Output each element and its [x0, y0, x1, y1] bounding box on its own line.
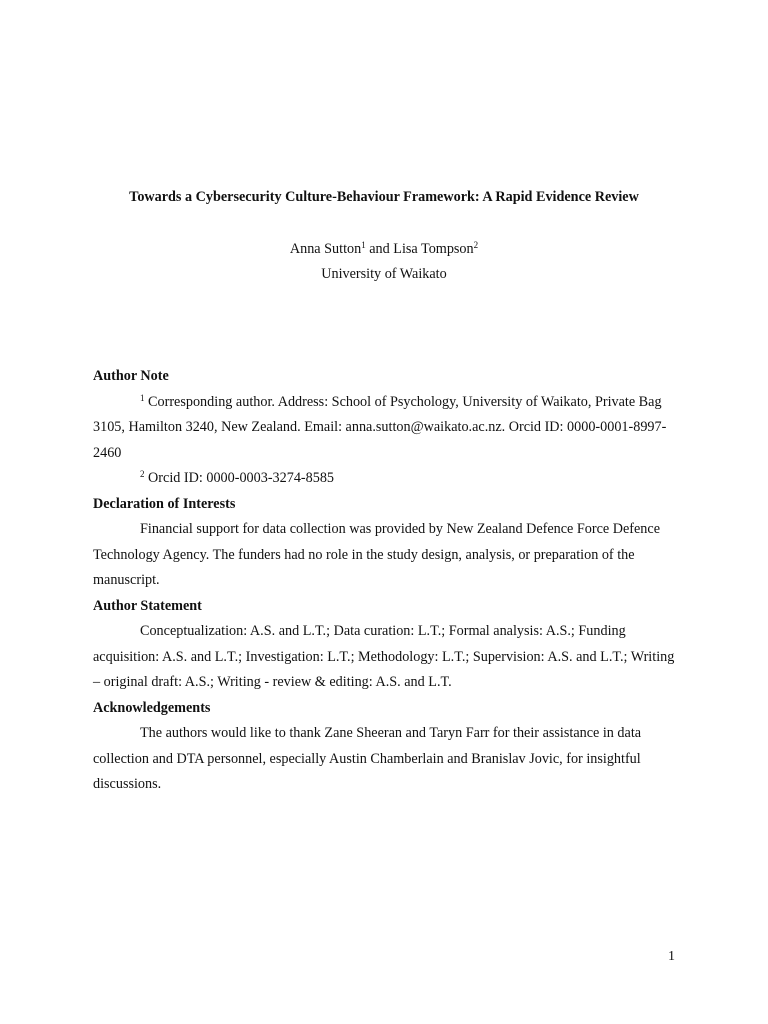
- author-line: [0, 237, 768, 262]
- author-note-1: [93, 390, 683, 467]
- author-note-1-text: Corresponding author. Address: School of Psychology, University of Waikato, Private Bag 3105, Hamilton 3240, New Zealand. Email: anna.sutton@waikato.ac.nz. Orcid ID: 0000-0001-8997-2460: [93, 393, 667, 461]
- acknowledgements-text: The authors would like to thank Zane Sheeran and Taryn Farr for their assistance in data collection and DTA personnel, especially Austin Chamberlain and Branislav Jovic, for insightful discussions.: [93, 725, 642, 792]
- page-number: 1: [668, 949, 675, 964]
- author-block: [0, 237, 768, 287]
- declaration-heading: Declaration of Interests: [93, 495, 236, 512]
- author-marker-1: 1: [361, 240, 366, 250]
- author-name-1: Anna Sutton: [289, 241, 362, 257]
- author-statement-text: Conceptualization: A.S. and L.T.; Data curation: L.T.; Formal analysis: A.S.; Funding acquisition: A.S. and L.T.; Investigation: L.T.; Methodology: L.T.; Supervision: A.S. and L.T.; Writing – original draft: A.S.; Writing - review & editing: A.S. and L.T.: [93, 623, 675, 690]
- author-marker-2: 2: [473, 240, 479, 250]
- author-joiner: and: [365, 241, 394, 257]
- acknowledgements-heading: Acknowledgements: [93, 699, 211, 716]
- author-statement-heading: Author Statement: [93, 597, 202, 614]
- affiliation: University of Waikato: [321, 266, 447, 282]
- declaration-text: Financial support for data collection was provided by New Zealand Defence Force Defence Technology Agency. The funders had no role in the study design, analysis, or preparation of the manuscript.: [93, 521, 660, 588]
- front-matter: [93, 364, 683, 798]
- author-name-2: Lisa Tompson: [393, 241, 474, 257]
- author-note-2: [93, 466, 683, 492]
- author-note-heading: Author Note: [93, 368, 169, 384]
- author-note-2-marker: 2: [140, 469, 145, 479]
- paper-title: Towards a Cybersecurity Culture-Behaviour Framework: A Rapid Evidence Review: [129, 189, 639, 205]
- author-note-1-marker: 1: [140, 392, 145, 403]
- author-note-2-text: Orcid ID: 0000-0003-3274-8585: [144, 470, 335, 486]
